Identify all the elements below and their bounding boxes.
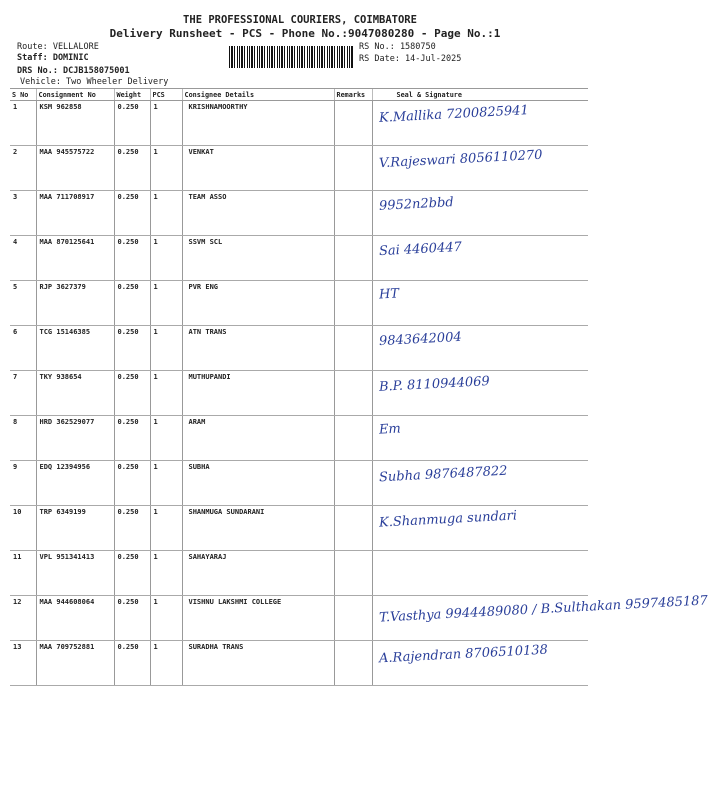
cell-pcs: 1	[150, 281, 182, 326]
cell-cn: MAA 870125641	[36, 236, 114, 281]
cell-signature	[372, 191, 588, 236]
handwritten-signature: A.Rajendran 8706510138	[378, 642, 548, 667]
cell-sno: 10	[10, 506, 36, 551]
cell-consignee: VENKAT	[182, 146, 334, 191]
handwritten-signature: 9843642004	[378, 329, 462, 350]
cell-signature	[372, 236, 588, 281]
table-row	[10, 236, 588, 281]
cell-pcs: 1	[150, 326, 182, 371]
cell-sno: 11	[10, 551, 36, 596]
cell-cn: RJP 3627379	[36, 281, 114, 326]
cell-pcs: 1	[150, 641, 182, 686]
cell-sno: 13	[10, 641, 36, 686]
cell-signature	[372, 461, 588, 506]
cell-remarks	[334, 191, 372, 236]
cell-remarks	[334, 641, 372, 686]
handwritten-signature: T.Vasthya 9944489080 / B.Sulthakan 9597485187	[378, 593, 708, 626]
cell-weight: 0.250	[114, 416, 150, 461]
column-header: PCS	[150, 89, 182, 101]
cell-sno: 9	[10, 461, 36, 506]
cell-consignee: SHANMUGA SUNDARANI	[182, 506, 334, 551]
cell-pcs: 1	[150, 146, 182, 191]
cell-weight: 0.250	[114, 641, 150, 686]
runsheet-table	[10, 88, 708, 686]
cell-consignee: MUTHUPANDI	[182, 371, 334, 416]
cell-weight: 0.250	[114, 191, 150, 236]
cell-weight: 0.250	[114, 326, 150, 371]
cell-sno: 1	[10, 101, 36, 146]
handwritten-signature: K.Shanmuga sundari	[378, 508, 517, 531]
cell-cn: MAA 711708917	[36, 191, 114, 236]
cell-consignee: VISHNU LAKSHMI COLLEGE	[182, 596, 334, 641]
cell-sno: 6	[10, 326, 36, 371]
table-row	[10, 506, 588, 551]
cell-remarks	[334, 281, 372, 326]
runsheet-subtitle: Delivery Runsheet - PCS - Phone No.:9047080280 - Page No.:1	[109, 27, 501, 40]
cell-weight: 0.250	[114, 506, 150, 551]
cell-signature	[372, 326, 588, 371]
cell-weight: 0.250	[114, 596, 150, 641]
cell-cn: MAA 945575722	[36, 146, 114, 191]
table-row	[10, 551, 588, 596]
column-header: Remarks	[334, 89, 372, 101]
cell-remarks	[334, 236, 372, 281]
rs-number: RS No.: 1580750	[359, 42, 436, 52]
table-row	[10, 596, 588, 641]
handwritten-signature: HT	[378, 286, 399, 303]
cell-pcs: 1	[150, 101, 182, 146]
cell-consignee: TEAM ASSO	[182, 191, 334, 236]
cell-pcs: 1	[150, 596, 182, 641]
cell-sno: 2	[10, 146, 36, 191]
table-row	[10, 416, 588, 461]
cell-signature	[372, 506, 588, 551]
cell-consignee: ATN TRANS	[182, 326, 334, 371]
cell-pcs: 1	[150, 506, 182, 551]
cell-remarks	[334, 371, 372, 416]
cell-signature	[372, 146, 588, 191]
handwritten-signature: Em	[378, 421, 401, 438]
cell-signature	[372, 101, 588, 146]
cell-cn: HRD 362529077	[36, 416, 114, 461]
cell-weight: 0.250	[114, 146, 150, 191]
cell-cn: TRP 6349199	[36, 506, 114, 551]
handwritten-signature: Sai 4460447	[378, 239, 462, 260]
cell-cn: MAA 709752881	[36, 641, 114, 686]
cell-signature	[372, 641, 588, 686]
table-row	[10, 191, 588, 236]
cell-consignee: SSVM SCL	[182, 236, 334, 281]
cell-cn: VPL 951341413	[36, 551, 114, 596]
cell-remarks	[334, 596, 372, 641]
cell-remarks	[334, 326, 372, 371]
cell-cn: KSM 962858	[36, 101, 114, 146]
table-row	[10, 281, 588, 326]
cell-remarks	[334, 506, 372, 551]
cell-cn: EDQ 12394956	[36, 461, 114, 506]
cell-sno: 3	[10, 191, 36, 236]
cell-cn: TCG 15146385	[36, 326, 114, 371]
cell-sno: 12	[10, 596, 36, 641]
handwritten-signature: 9952n2bbd	[378, 195, 454, 214]
table-row	[10, 101, 588, 146]
cell-consignee: PVR ENG	[182, 281, 334, 326]
cell-signature	[372, 593, 708, 641]
cell-remarks	[334, 461, 372, 506]
cell-signature	[372, 551, 588, 596]
cell-remarks	[334, 416, 372, 461]
cell-weight: 0.250	[114, 371, 150, 416]
cell-pcs: 1	[150, 236, 182, 281]
cell-weight: 0.250	[114, 236, 150, 281]
cell-pcs: 1	[150, 371, 182, 416]
cell-sno: 8	[10, 416, 36, 461]
cell-weight: 0.250	[114, 461, 150, 506]
cell-consignee: SUBHA	[182, 461, 334, 506]
cell-pcs: 1	[150, 416, 182, 461]
column-header: Weight	[114, 89, 150, 101]
cell-sno: 4	[10, 236, 36, 281]
cell-remarks	[334, 551, 372, 596]
table-row	[10, 371, 588, 416]
cell-cn: TKY 938654	[36, 371, 114, 416]
vehicle: Vehicle: Two Wheeler Delivery	[20, 77, 169, 87]
cell-consignee: SAHAYARAJ	[182, 551, 334, 596]
handwritten-signature: V.Rajeswari 8056110270	[378, 147, 543, 172]
cell-pcs: 1	[150, 551, 182, 596]
drs-number: DRS No.: DCJB158075001	[17, 66, 130, 76]
cell-weight: 0.250	[114, 101, 150, 146]
cell-pcs: 1	[150, 461, 182, 506]
column-header: Consignee Details	[182, 89, 334, 101]
column-header: Seal & Signature	[372, 89, 588, 101]
barcode	[229, 46, 354, 68]
staff: Staff: DOMINIC	[17, 53, 89, 63]
handwritten-signature: Subha 9876487822	[378, 463, 508, 486]
company-title: THE PROFESSIONAL COURIERS, COIMBATORE	[183, 14, 417, 26]
cell-pcs: 1	[150, 191, 182, 236]
cell-consignee: ARAM	[182, 416, 334, 461]
table-row	[10, 461, 588, 506]
rs-date: RS Date: 14-Jul-2025	[359, 54, 462, 64]
column-header: Consignment No	[36, 89, 114, 101]
route: Route: VELLALORE	[17, 42, 99, 52]
cell-weight: 0.250	[114, 551, 150, 596]
column-header: S No	[10, 89, 36, 101]
cell-cn: MAA 944608064	[36, 596, 114, 641]
handwritten-signature: K.Mallika 7200825941	[378, 103, 529, 126]
cell-remarks	[334, 146, 372, 191]
table-row	[10, 146, 588, 191]
cell-signature	[372, 371, 588, 416]
cell-consignee: KRISHNAMOORTHY	[182, 101, 334, 146]
handwritten-signature: B.P. 8110944069	[378, 374, 490, 395]
cell-signature	[372, 416, 588, 461]
table-row	[10, 641, 588, 686]
cell-sno: 7	[10, 371, 36, 416]
cell-signature	[372, 281, 588, 326]
cell-sno: 5	[10, 281, 36, 326]
cell-remarks	[334, 101, 372, 146]
cell-weight: 0.250	[114, 281, 150, 326]
table-row	[10, 326, 588, 371]
cell-consignee: SURADHA TRANS	[182, 641, 334, 686]
